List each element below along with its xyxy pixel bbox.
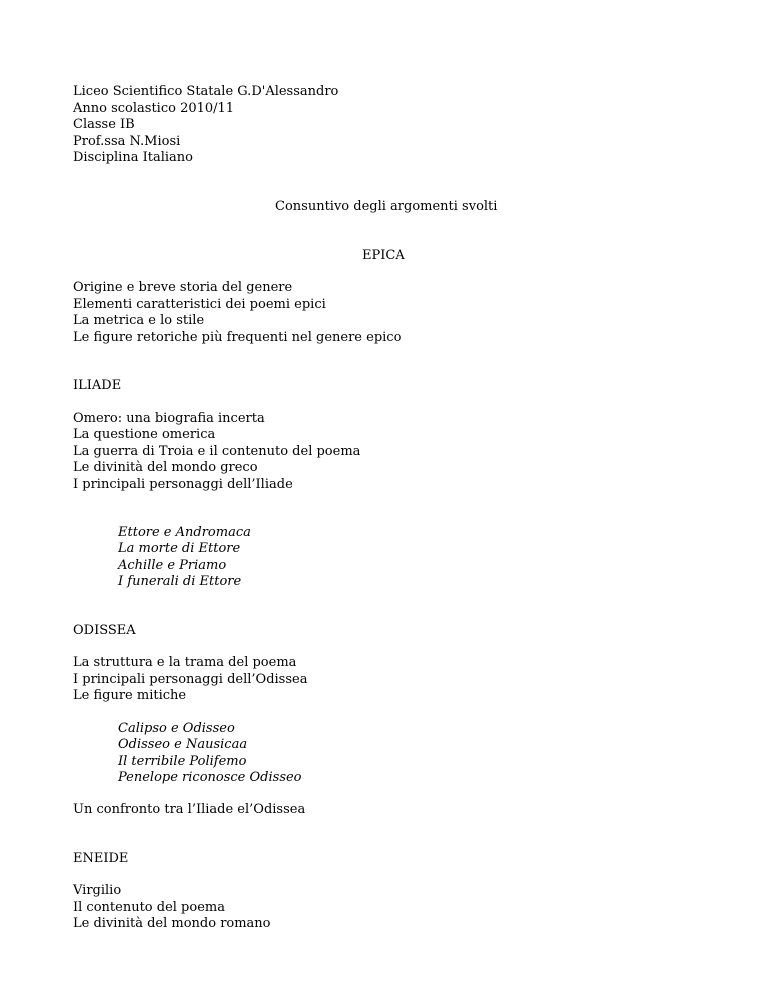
reading-item: Ettore e Andromaca [118, 525, 251, 540]
list-item: Elementi caratteristici dei poemi epici [73, 297, 326, 312]
list-item: La struttura e la trama del poema [73, 655, 297, 670]
section-heading-iliade: ILIADE [73, 378, 122, 393]
school-year: Anno scolastico 2010/11 [73, 101, 235, 116]
list-item: Origine e breve storia del genere [73, 280, 293, 295]
list-item: La guerra di Troia e il contenuto del poema [73, 444, 361, 459]
list-item: I principali personaggi dell’Iliade [73, 477, 293, 492]
list-item: Omero: una biografia incerta [73, 411, 265, 426]
list-item: Il contenuto del poema [73, 900, 225, 915]
reading-item: I funerali di Ettore [118, 574, 242, 589]
reading-item: Odisseo e Nausicaa [118, 737, 248, 752]
reading-item: Il terribile Polifemo [118, 754, 247, 769]
reading-item: Penelope riconosce Odisseo [118, 770, 302, 785]
page-title: Consuntivo degli argomenti svolti [275, 199, 498, 214]
list-item: La questione omerica [73, 427, 216, 442]
list-item: Le figure mitiche [73, 688, 187, 703]
list-item: Le figure retoriche più frequenti nel genere epico [73, 330, 402, 345]
comparison-line: Un confronto tra l’Iliade el’Odissea [73, 802, 306, 817]
reading-item: Achille e Priamo [118, 558, 227, 573]
list-item: Le divinità del mondo greco [73, 460, 258, 475]
section-heading-eneide: ENEIDE [73, 851, 129, 866]
list-item: Virgilio [73, 883, 122, 898]
section-heading-epica: EPICA [362, 248, 405, 263]
section-heading-odissea: ODISSEA [73, 623, 136, 638]
subject-name: Disciplina Italiano [73, 150, 193, 165]
reading-item: La morte di Ettore [118, 541, 241, 556]
list-item: I principali personaggi dell’Odissea [73, 672, 308, 687]
list-item: Le divinità del mondo romano [73, 916, 271, 931]
list-item: La metrica e lo stile [73, 313, 205, 328]
class-name: Classe IB [73, 117, 135, 132]
teacher-name: Prof.ssa N.Miosi [73, 134, 181, 149]
school-name: Liceo Scientifico Statale G.D'Alessandro [73, 84, 339, 99]
reading-item: Calipso e Odisseo [118, 721, 235, 736]
